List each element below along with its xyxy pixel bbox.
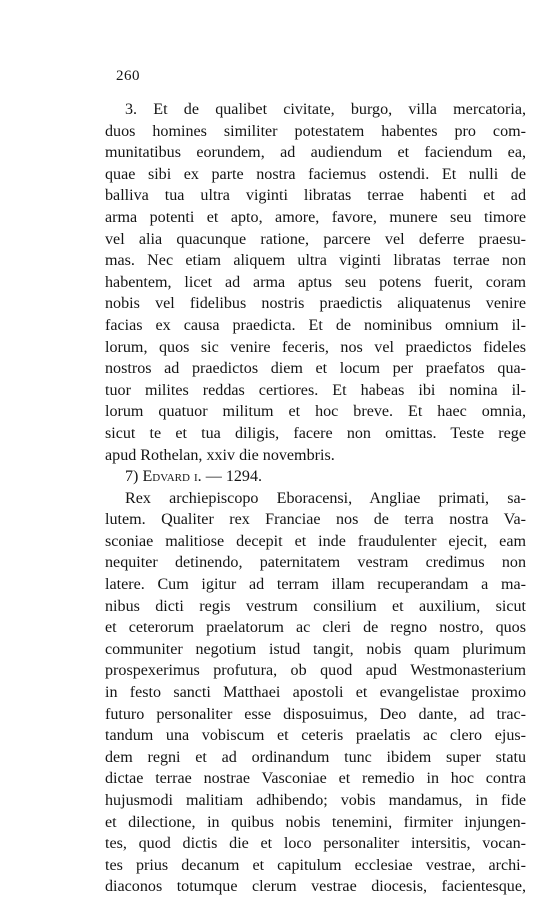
text-line: tuor milites reddas certiores. Et habeas ibi nomina il- xyxy=(105,381,526,399)
text-line: communiter negotium istud tangit, nobis quam plurimum xyxy=(105,640,526,658)
text-line: futuro personaliter esse disposuimus, Deo dante, ad trac- xyxy=(105,705,526,723)
text-line: et dilectione, in quibus nobis tenemini, firmiter injungen- xyxy=(105,813,526,831)
text-line: 3. Et de qualibet civitate, burgo, villa mercatoria, xyxy=(125,101,526,118)
text-line: mas. Nec etiam aliquem ultra viginti libratas terrae non xyxy=(105,252,526,270)
text-line: tandum una vobiscum et ceteris praelatis ac clero ejus- xyxy=(105,727,526,745)
text-line: facias ex causa praedicta. Et de nominibus omnium il- xyxy=(105,316,526,334)
text-line: quae sibi ex parte nostra faciemus ostendi. Et nulli de xyxy=(105,165,526,183)
text-line: hujusmodi malitiam adhibendo; vobis mandamus, in fide xyxy=(105,792,526,809)
text-line: dictae terrae nostrae Vasconiae et remedio in hoc contra xyxy=(105,770,526,788)
section-heading: 7) Edvard i. — 1294. xyxy=(125,468,263,486)
text-line: apud Rothelan, xxiv die novembris. xyxy=(105,446,335,464)
text-line: prospexerimus profutura, ob quod apud Westmonasterium xyxy=(105,662,526,680)
text-line: munitatibus eorundem, ad audiendum et faciendum ea, xyxy=(105,144,526,162)
text-line: habentem, licet ad arma aptus seu potens fuerit, coram xyxy=(105,273,526,291)
text-line: lutem. Qualiter rex Franciae nos de terra nostra Va- xyxy=(105,511,526,529)
page-number: 260 xyxy=(116,68,140,84)
text-line: sconiae malitiose decepit et inde fraudulenter ejecit, eam xyxy=(105,532,526,550)
text-line: Rex archiepiscopo Eboracensi, Angliae primati, sa- xyxy=(125,489,526,507)
text-line: diaconos totumque clerum vestrae diocesis, facientesque, xyxy=(105,878,526,896)
text-line: nostros ad praedictos diem et locum per praefatos qua- xyxy=(105,360,526,378)
body-text xyxy=(105,99,526,898)
text-line: dem regni et ad ordinandum tunc ibidem super statu xyxy=(105,748,526,766)
text-line: nequiter detinendo, paternitatem vestram credimus non xyxy=(105,554,526,572)
text-line: vel alia quacunque ratione, parcere vel deferre praesu- xyxy=(105,230,526,248)
text-line: et ceterorum praelatorum ac cleri de regno nostro, quos xyxy=(105,619,526,637)
text-line: tes prius decanum et capitulum ecclesiae vestrae, archi- xyxy=(105,856,526,874)
text-line: nobis vel fidelibus nostris praedictis aliquatenus venire xyxy=(105,295,526,313)
text-line: tes, quod dictis die et loco personaliter intersitis, vocan- xyxy=(105,835,526,853)
text-line: arma potenti et apto, amore, favore, munere seu timore xyxy=(105,208,526,226)
text-line: latere. Cum igitur ad terram illam recuperandam a ma- xyxy=(105,576,526,594)
text-line: in festo sancti Matthaei apostoli et evangelistae proximo xyxy=(105,684,526,702)
text-line: lorum quatuor militum et hoc breve. Et haec omnia, xyxy=(105,403,526,421)
text-line: duos homines similiter potestatem habentes pro com- xyxy=(105,122,526,140)
text-line: lorum, quos sic venire feceris, nos vel praedictos fideles xyxy=(105,338,526,356)
text-line: balliva tua ultra viginti libratas terrae habenti et ad xyxy=(105,187,526,205)
text-line: sicut te et tua diligis, facere non omittas. Teste rege xyxy=(105,424,526,442)
text-line: nibus dicti regis vestrum consilium et auxilium, sicut xyxy=(105,597,526,615)
